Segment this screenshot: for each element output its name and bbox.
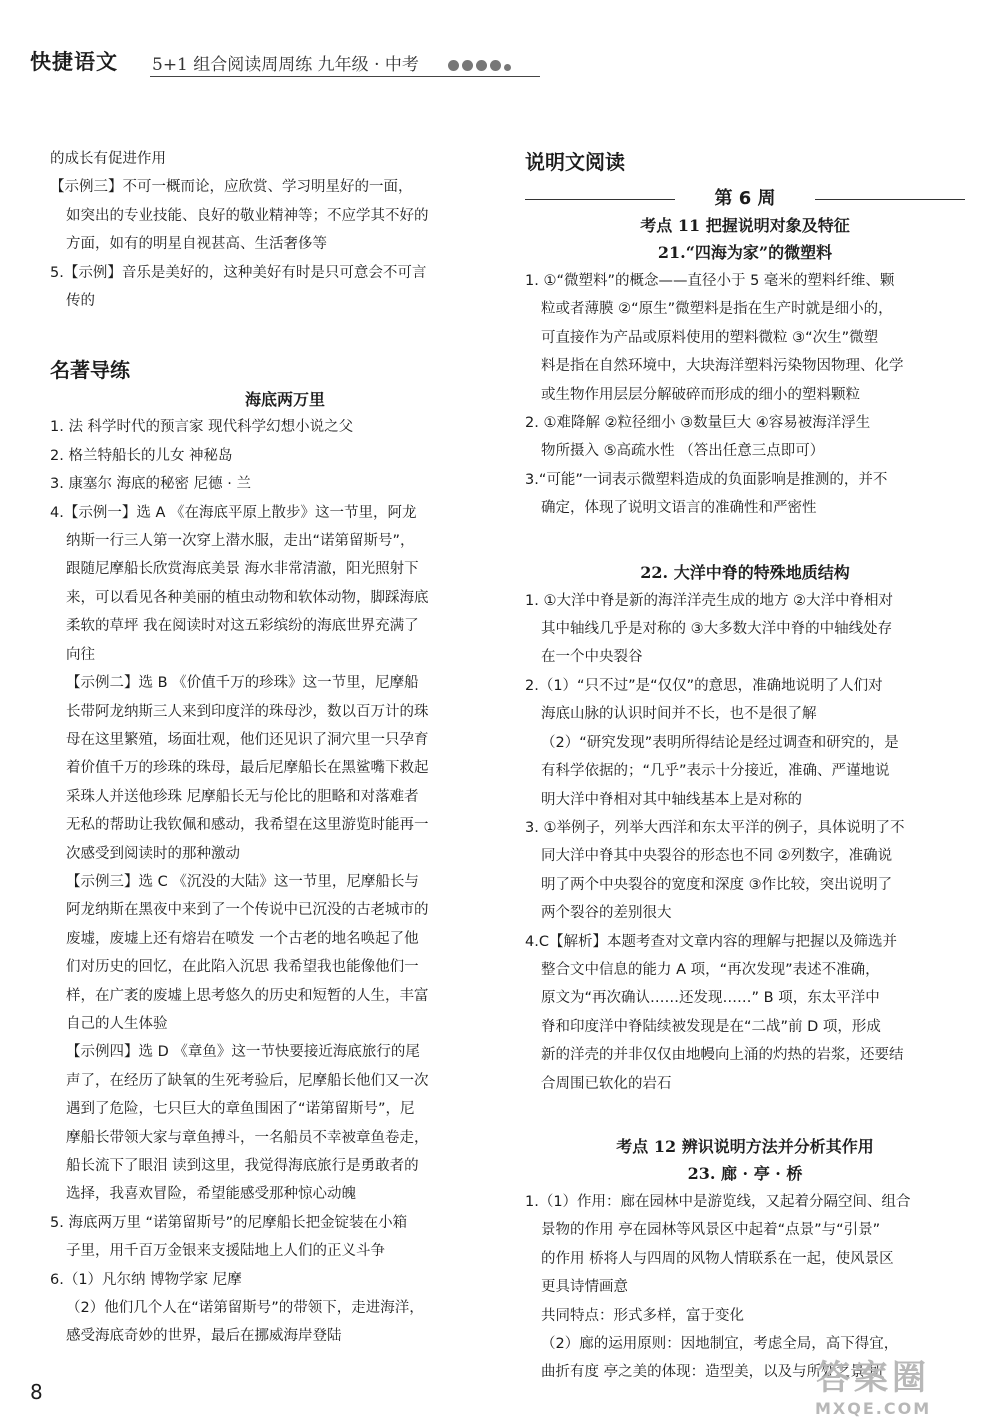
answer-line: 纳斯一行三人第一次穿上潜水服，走出“诺第留斯号”， [66,533,415,550]
answer-line: （2）廊的运用原则：因地制宜，考虑全局，高下得宜， [541,1336,899,1352]
book-title: 海底两万里 [244,390,325,410]
answer-line: （2）“研究发现”表明所得结论是经过调查和研究的，是 [541,734,899,751]
answer-line: 们对历史的回忆，在此陷入沉思 我希望我也能像他们一 [66,959,419,976]
answer-line: 传的 [66,293,95,310]
answer-line: 2.（1）“只不过”是“仅仅”的意思，准确地说明了人们对 [525,677,883,694]
answer-line: 无私的帮助让我钦佩和感动，我希望在这里游览时能再一 [66,817,429,834]
answer-line: 摩船长带领大家与章鱼搏斗，一名船员不幸被章鱼卷走， [66,1129,429,1146]
answer-line: 6.（1）凡尔纳 博物学家 尼摩 [50,1271,242,1288]
decorative-dots [448,56,514,75]
answer-line: 明大洋中脊相对其中轴线基本上是对称的 [541,791,802,808]
answer-line: 物所摄入 ⑤高疏水性 （答出任意三点即可） [541,443,825,460]
answer-line: 船长流下了眼泪 读到这里，我觉得海底旅行是勇敢者的 [66,1158,419,1174]
answer-line: 3.“可能”一词表示微塑料造成的负面影响是推测的，并不 [525,471,888,488]
answer-line: 料是指在自然环境中，大块海洋塑料污染物因物理、化学 [541,358,904,375]
answer-line: 母在这里繁殖，场面壮观，他们还见识了洞穴里一只孕育 [66,731,429,748]
answer-line: 的成长有促进作用 [50,151,166,167]
answer-line: 来，可以看见各种美丽的植虫动物和软体动物，脚踩海底 [66,589,429,606]
week-banner [525,185,965,213]
answer-line: 方面，如有的明星自视甚高、生活奢侈等 [66,236,327,253]
article-answers [525,587,965,1098]
answer-line: 遇到了危险，七只巨大的章鱼围困了“诺第留斯号”，尼 [66,1101,415,1118]
answer-line: 1.（1）作用：廊在园林中是游览线，又起着分隔空间、组合 [525,1193,911,1210]
answer-line: 废墟，废墟上还有熔岩在喷发 一个古老的地名唤起了他 [66,930,419,947]
dot-icon [504,64,511,71]
answer-line: 2. ①难降解 ②粒径细小 ③数量巨大 ④容易被海洋浮生 [525,415,871,432]
classics-answers [50,413,490,1350]
watermark-sub: MXQE.COM [815,1399,932,1418]
answer-line: 4.【示例一】选 A 《在海底平原上散步》这一节里，阿龙 [50,504,417,521]
answer-line: 新的洋壳的并非仅仅由地幔向上涌的灼热的岩浆，还要结 [541,1047,904,1064]
answer-line: 1. 法 科学时代的预言家 现代科学幻想小说之父 [50,419,354,436]
answer-line: （2）他们几个人在“诺第留斯号”的带领下，走进海洋， [66,1300,424,1317]
watermark-main: 答案圈 [816,1358,931,1398]
answer-line: 2. 格兰特船长的儿女 神秘岛 [50,447,233,464]
dot-icon [490,60,501,71]
section-title-expository: 说明文阅读 [525,150,625,174]
answer-line: 选择，我喜欢冒险，希望能感受那种惊心动魄 [66,1186,356,1203]
dot-icon [462,60,473,71]
answer-line: 3. ①举例子，列举大西洋和东太平洋的例子，具体说明了不 [525,819,905,836]
answer-line: 如突出的专业技能、良好的敬业精神等；不应学其不好的 [66,207,429,224]
answer-line: 采珠人并送他珍珠 尼摩船长无与伦比的胆略和对落难者 [66,788,419,805]
answer-line: 两个裂谷的差别很大 [541,905,672,922]
answer-line: 5.【示例】音乐是美好的，这种美好有时是只可意会不可言 [50,264,427,281]
answer-line: 次感受到阅读时的那种激动 [66,845,240,862]
page-number: 8 [30,1380,43,1404]
answer-line: 阿龙纳斯在黑夜中来到了一个传说中已沉没的古老城市的 [66,902,429,919]
article-title: 21.“四海为家”的微塑料 [657,243,833,262]
answer-line: 样，在广袤的废墟上思考悠久的历史和短暂的人生，丰富 [66,987,429,1004]
answer-line: 景物的作用 亭在园林等风景区中起着“点景”与“引景” [541,1222,881,1239]
answer-line: 1. ①大洋中脊是新的海洋洋壳生成的地方 ②大洋中脊相对 [525,592,894,609]
brand-title: 快捷语文 [30,50,118,74]
answer-line: 长带阿龙纳斯三人来到印度洋的珠母沙，数以百万计的珠 [66,703,429,720]
answer-line: 或生物作用层层分解破碎而形成的细小的塑料颗粒 [541,386,860,403]
answer-line: 同大洋中脊其中央裂谷的形态也不同 ②列数字，准确说 [541,848,893,865]
series-title: 5+1 组合阅读周周练 九年级 · 中考 [152,55,419,75]
answer-line: 其中轴线几乎是对称的 ③大多数大洋中脊的中轴线处存 [541,621,893,638]
answer-line: 1. ①“微塑料”的概念——直径小于 5 毫米的塑料纤维、颗 [525,273,895,289]
answer-line: 脊和印度洋中脊陆续被发现是在“二战”前 D 项，形成 [541,1018,881,1035]
answer-line: 向往 [66,646,95,663]
week-label: 第 6 周 [714,188,776,209]
answer-line: 跟随尼摩船长欣赏海底美景 海水非常清澈，阳光照射下 [66,561,419,578]
answer-line: 在一个中央裂谷 [541,649,643,666]
answer-line: 声了，在经历了缺氧的生死考验后，尼摩船长他们又一次 [66,1072,429,1089]
answer-line: 【示例二】选 B 《价值千万的珍珠》这一节里，尼摩船 [66,675,419,692]
dot-icon [448,60,459,71]
header-rule [150,76,540,77]
answer-line: 合周围已软化的岩石 [541,1075,672,1092]
answer-line: 更具诗情画意 [541,1279,628,1296]
watermark-logo [815,1350,931,1418]
answer-line: 【示例四】选 D 《章鱼》这一节快要接近海底旅行的尾 [66,1044,420,1061]
answer-line: 共同特点：形式多样，富于变化 [541,1307,744,1324]
answer-line: 原文为“再次确认……还发现……” B 项，东太平洋中 [541,990,880,1007]
answer-line: 柔软的草坪 我在阅读时对这五彩缤纷的海底世界充满了 [66,618,419,635]
section-title-classics: 名著导练 [50,358,130,383]
answer-line: 整合文中信息的能力 A 项，“再次发现”表述不准确， [541,961,880,978]
answer-line: 感受海底奇妙的世界，最后在挪威海岸登陆 [66,1328,342,1345]
answer-line: 4.C【解析】本题考查对文章内容的理解与把握以及筛选并 [525,933,897,950]
answer-line: 5. 海底两万里 “诺第留斯号”的尼摩船长把金锭装在小箱 [50,1214,408,1231]
answer-line: 曲折有度 亭之美的体现：造型美，以及与所处之景 所 [541,1364,884,1381]
answer-line: 可直接作为产品或原料使用的塑料微粒 ③“次生”微塑 [541,329,879,346]
answer-line: 的作用 桥将人与四周的风物人情联系在一起，使风景区 [541,1250,894,1267]
article-title: 23. 廊 · 亭 · 桥 [687,1163,803,1183]
article-title: 22. 大洋中脊的特殊地质结构 [640,562,850,582]
answer-line: 粒或者薄膜 ②“原生”微塑料是指在生产时就是细小的， [541,301,893,318]
answer-line: 自己的人生体验 [66,1015,168,1032]
answer-line: 着价值千万的珍珠的珠母，最后尼摩船长在黑鲨嘴下救起 [66,760,429,777]
answer-line: 有科学依据的；“几乎”表示十分接近，准确、严谨地说 [541,763,890,780]
answer-line: 子里，用千百万金银来支援陆地上人们的正义斗争 [66,1243,385,1260]
answer-line: 确定，体现了说明文语言的准确性和严密性 [541,500,817,517]
answer-line: 明了两个中央裂谷的宽度和深度 ③作比较，突出说明了 [541,876,893,893]
dot-icon [476,60,487,71]
kaodian-heading: 考点 12 辨识说明方法并分析其作用 [616,1136,874,1156]
intro-answers [50,145,490,315]
answer-line: 海底山脉的认识时间并不长，也不是很了解 [541,706,817,723]
kaodian-heading: 考点 11 把握说明对象及特征 [640,216,850,235]
left-column [50,145,490,1351]
page-header [30,46,970,80]
week-rule-right [815,199,965,200]
answer-line: 【示例三】选 C 《沉没的大陆》这一节里，尼摩船长与 [66,873,419,890]
article-answers [525,267,965,523]
right-column [525,145,965,1387]
answer-line: 3. 康塞尔 海底的秘密 尼德 · 兰 [50,476,251,493]
answer-line: 【示例三】不可一概而论，应欣赏、学习明星好的一面， [50,179,413,196]
